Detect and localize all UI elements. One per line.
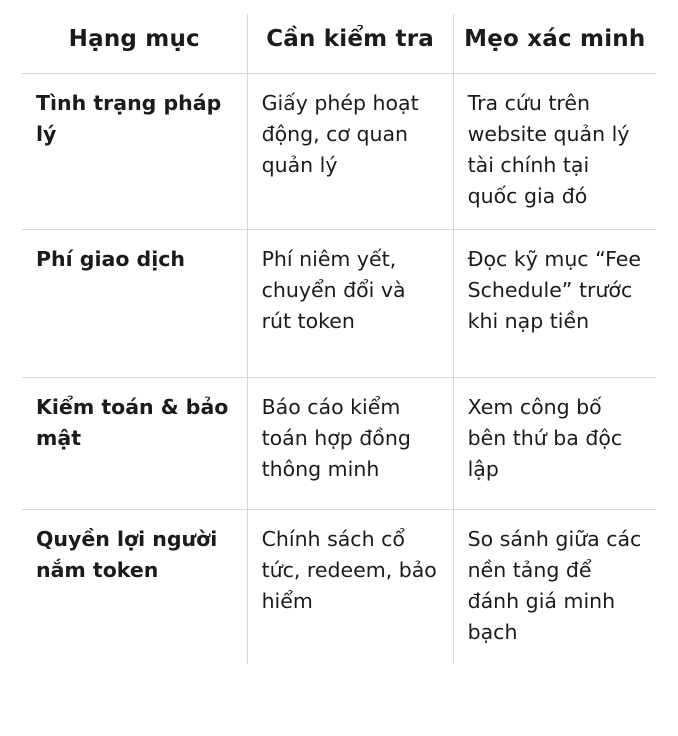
cell-check: Báo cáo kiểm toán hợp đồng thông minh bbox=[247, 377, 453, 509]
cell-category: Kiểm toán & bảo mật bbox=[22, 377, 247, 509]
table-body bbox=[22, 73, 656, 664]
table-header-row bbox=[22, 14, 656, 73]
table-header bbox=[22, 14, 656, 73]
table-row bbox=[22, 377, 656, 509]
table-row bbox=[22, 73, 656, 229]
cell-category: Tình trạng pháp lý bbox=[22, 73, 247, 229]
table-row bbox=[22, 509, 656, 664]
table-row bbox=[22, 229, 656, 377]
checklist-table bbox=[22, 14, 656, 664]
cell-tip: Tra cứu trên website quản lý tài chính tại quốc gia đó bbox=[453, 73, 656, 229]
cell-check: Giấy phép hoạt động, cơ quan quản lý bbox=[247, 73, 453, 229]
column-header-category: Hạng mục bbox=[22, 14, 247, 73]
cell-check: Phí niêm yết, chuyển đổi và rút token bbox=[247, 229, 453, 377]
cell-category: Phí giao dịch bbox=[22, 229, 247, 377]
cell-tip: Đọc kỹ mục “Fee Schedule” trước khi nạp tiền bbox=[453, 229, 656, 377]
column-header-tip: Mẹo xác minh bbox=[453, 14, 656, 73]
cell-tip: So sánh giữa các nền tảng để đánh giá minh bạch bbox=[453, 509, 656, 664]
column-header-check: Cần kiểm tra bbox=[247, 14, 453, 73]
cell-tip: Xem công bố bên thứ ba độc lập bbox=[453, 377, 656, 509]
cell-category: Quyền lợi người nắm token bbox=[22, 509, 247, 664]
cell-check: Chính sách cổ tức, redeem, bảo hiểm bbox=[247, 509, 453, 664]
